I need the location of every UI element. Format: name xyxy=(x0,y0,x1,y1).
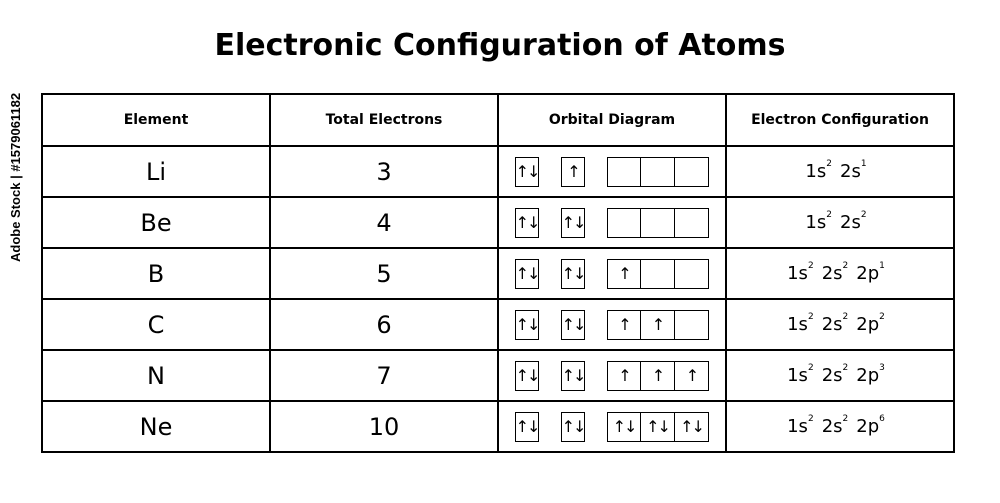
subshell-term xyxy=(856,416,885,437)
orbital-2p-box-3 xyxy=(675,259,709,289)
subshell-term xyxy=(840,161,867,182)
subshell-electron-count: 2 xyxy=(842,261,849,271)
orbital-diagram xyxy=(498,299,726,350)
table-row xyxy=(42,146,954,197)
orbital-2p-box-2 xyxy=(641,157,675,187)
subshell-electron-count: 2 xyxy=(879,312,885,322)
stock-watermark: Adobe Stock | #1579061182 xyxy=(8,92,23,262)
orbital-diagram xyxy=(498,401,726,452)
orbital-2s-box: ↑↓ xyxy=(561,259,585,289)
subshell-label: 1s xyxy=(787,416,808,437)
element-symbol: N xyxy=(42,350,270,401)
header-orbital-diagram: Orbital Diagram xyxy=(498,94,726,146)
subshell-electron-count: 1 xyxy=(860,159,867,169)
subshell-electron-count: 2 xyxy=(807,261,814,271)
orbital-boxes xyxy=(499,310,725,340)
orbital-2p-box-3 xyxy=(675,310,709,340)
subshell-term xyxy=(856,365,885,386)
subshell-label: 2s xyxy=(821,365,843,386)
subshell-electron-count: 2 xyxy=(860,210,867,220)
orbital-2s-box: ↑↓ xyxy=(561,412,585,442)
subshell-term xyxy=(805,212,832,233)
electron-configuration xyxy=(726,248,954,299)
orbital-2p-box-3 xyxy=(675,157,709,187)
orbital-1s-box: ↑↓ xyxy=(515,208,539,238)
orbital-boxes xyxy=(499,259,725,289)
total-electrons: 7 xyxy=(270,350,498,401)
orbital-1s-box: ↑↓ xyxy=(515,310,539,340)
total-electrons: 6 xyxy=(270,299,498,350)
subshell-term xyxy=(822,263,849,284)
orbital-1s-box: ↑↓ xyxy=(515,157,539,187)
subshell-electron-count: 1 xyxy=(879,261,885,271)
orbital-2p-box-1: ↑↓ xyxy=(607,412,641,442)
electron-configuration xyxy=(726,146,954,197)
subshell-electron-count: 3 xyxy=(879,363,885,373)
orbital-diagram xyxy=(498,197,726,248)
orbital-2p-box-2: ↑↓ xyxy=(641,412,675,442)
subshell-label: 2p xyxy=(856,314,880,335)
orbital-2p-box-1: ↑ xyxy=(607,361,641,391)
subshell-term xyxy=(856,314,885,335)
orbital-2p-box-2 xyxy=(641,259,675,289)
orbital-1s-box: ↑↓ xyxy=(515,361,539,391)
electron-configuration xyxy=(726,197,954,248)
subshell-electron-count: 2 xyxy=(842,414,849,424)
subshell-electron-count: 2 xyxy=(807,414,814,424)
total-electrons: 5 xyxy=(270,248,498,299)
orbital-diagram xyxy=(498,146,726,197)
orbital-diagram xyxy=(498,350,726,401)
orbital-2p-box-2 xyxy=(641,208,675,238)
orbital-2s-box: ↑↓ xyxy=(561,361,585,391)
orbital-boxes xyxy=(499,208,725,238)
subshell-term xyxy=(840,212,867,233)
electron-configuration xyxy=(726,350,954,401)
subshell-term xyxy=(856,263,885,284)
subshell-label: 2s xyxy=(821,263,843,284)
page-title: Electronic Configuration of Atoms xyxy=(214,28,786,63)
orbital-diagram xyxy=(498,248,726,299)
subshell-term xyxy=(822,365,849,386)
subshell-label: 2s xyxy=(821,416,843,437)
subshell-electron-count: 2 xyxy=(842,312,849,322)
subshell-term xyxy=(787,416,814,437)
orbital-boxes xyxy=(499,412,725,442)
orbital-2s-box: ↑↓ xyxy=(561,310,585,340)
orbital-2p-box-3: ↑ xyxy=(675,361,709,391)
orbital-2p-box-2: ↑ xyxy=(641,361,675,391)
subshell-electron-count: 2 xyxy=(807,363,814,373)
element-symbol: Li xyxy=(42,146,270,197)
orbital-2p-box-2: ↑ xyxy=(641,310,675,340)
subshell-label: 2s xyxy=(821,314,843,335)
subshell-label: 2s xyxy=(840,212,861,233)
element-symbol: B xyxy=(42,248,270,299)
subshell-term xyxy=(787,314,814,335)
subshell-electron-count: 2 xyxy=(807,312,814,322)
orbital-1s-box: ↑↓ xyxy=(515,259,539,289)
table-row xyxy=(42,350,954,401)
table-row xyxy=(42,248,954,299)
subshell-label: 1s xyxy=(787,365,808,386)
orbital-1s-box: ↑↓ xyxy=(515,412,539,442)
configuration-table xyxy=(41,93,955,453)
element-symbol: C xyxy=(42,299,270,350)
header-electron-configuration: Electron Configuration xyxy=(726,94,954,146)
orbital-2p-box-1: ↑ xyxy=(607,259,641,289)
orbital-2s-box: ↑↓ xyxy=(561,208,585,238)
total-electrons: 10 xyxy=(270,401,498,452)
electron-configuration xyxy=(726,401,954,452)
subshell-label: 1s xyxy=(787,314,808,335)
subshell-electron-count: 2 xyxy=(842,363,849,373)
subshell-electron-count: 6 xyxy=(879,414,885,424)
header-row xyxy=(42,94,954,146)
subshell-label: 2p xyxy=(856,416,880,437)
subshell-electron-count: 2 xyxy=(826,210,832,220)
element-symbol: Be xyxy=(42,197,270,248)
subshell-label: 2s xyxy=(840,161,861,182)
orbital-boxes xyxy=(499,361,725,391)
orbital-2s-box: ↑ xyxy=(561,157,585,187)
total-electrons: 3 xyxy=(270,146,498,197)
orbital-2p-box-1 xyxy=(607,157,641,187)
orbital-2p-box-3 xyxy=(675,208,709,238)
subshell-label: 1s xyxy=(805,161,827,182)
subshell-term xyxy=(787,263,814,284)
subshell-term xyxy=(822,416,849,437)
orbital-2p-box-1: ↑ xyxy=(607,310,641,340)
subshell-label: 1s xyxy=(787,263,808,284)
orbital-boxes xyxy=(499,157,725,187)
subshell-electron-count: 2 xyxy=(826,159,832,169)
electron-configuration xyxy=(726,299,954,350)
table-row xyxy=(42,299,954,350)
orbital-2p-box-1 xyxy=(607,208,641,238)
table-row xyxy=(42,401,954,452)
subshell-term xyxy=(787,365,814,386)
subshell-term xyxy=(822,314,849,335)
subshell-label: 2p xyxy=(856,263,880,284)
table-row xyxy=(42,197,954,248)
total-electrons: 4 xyxy=(270,197,498,248)
subshell-term xyxy=(805,161,832,182)
orbital-2p-box-3: ↑↓ xyxy=(675,412,709,442)
header-total-electrons: Total Electrons xyxy=(270,94,498,146)
header-element: Element xyxy=(42,94,270,146)
element-symbol: Ne xyxy=(42,401,270,452)
subshell-label: 1s xyxy=(805,212,827,233)
subshell-label: 2p xyxy=(856,365,880,386)
